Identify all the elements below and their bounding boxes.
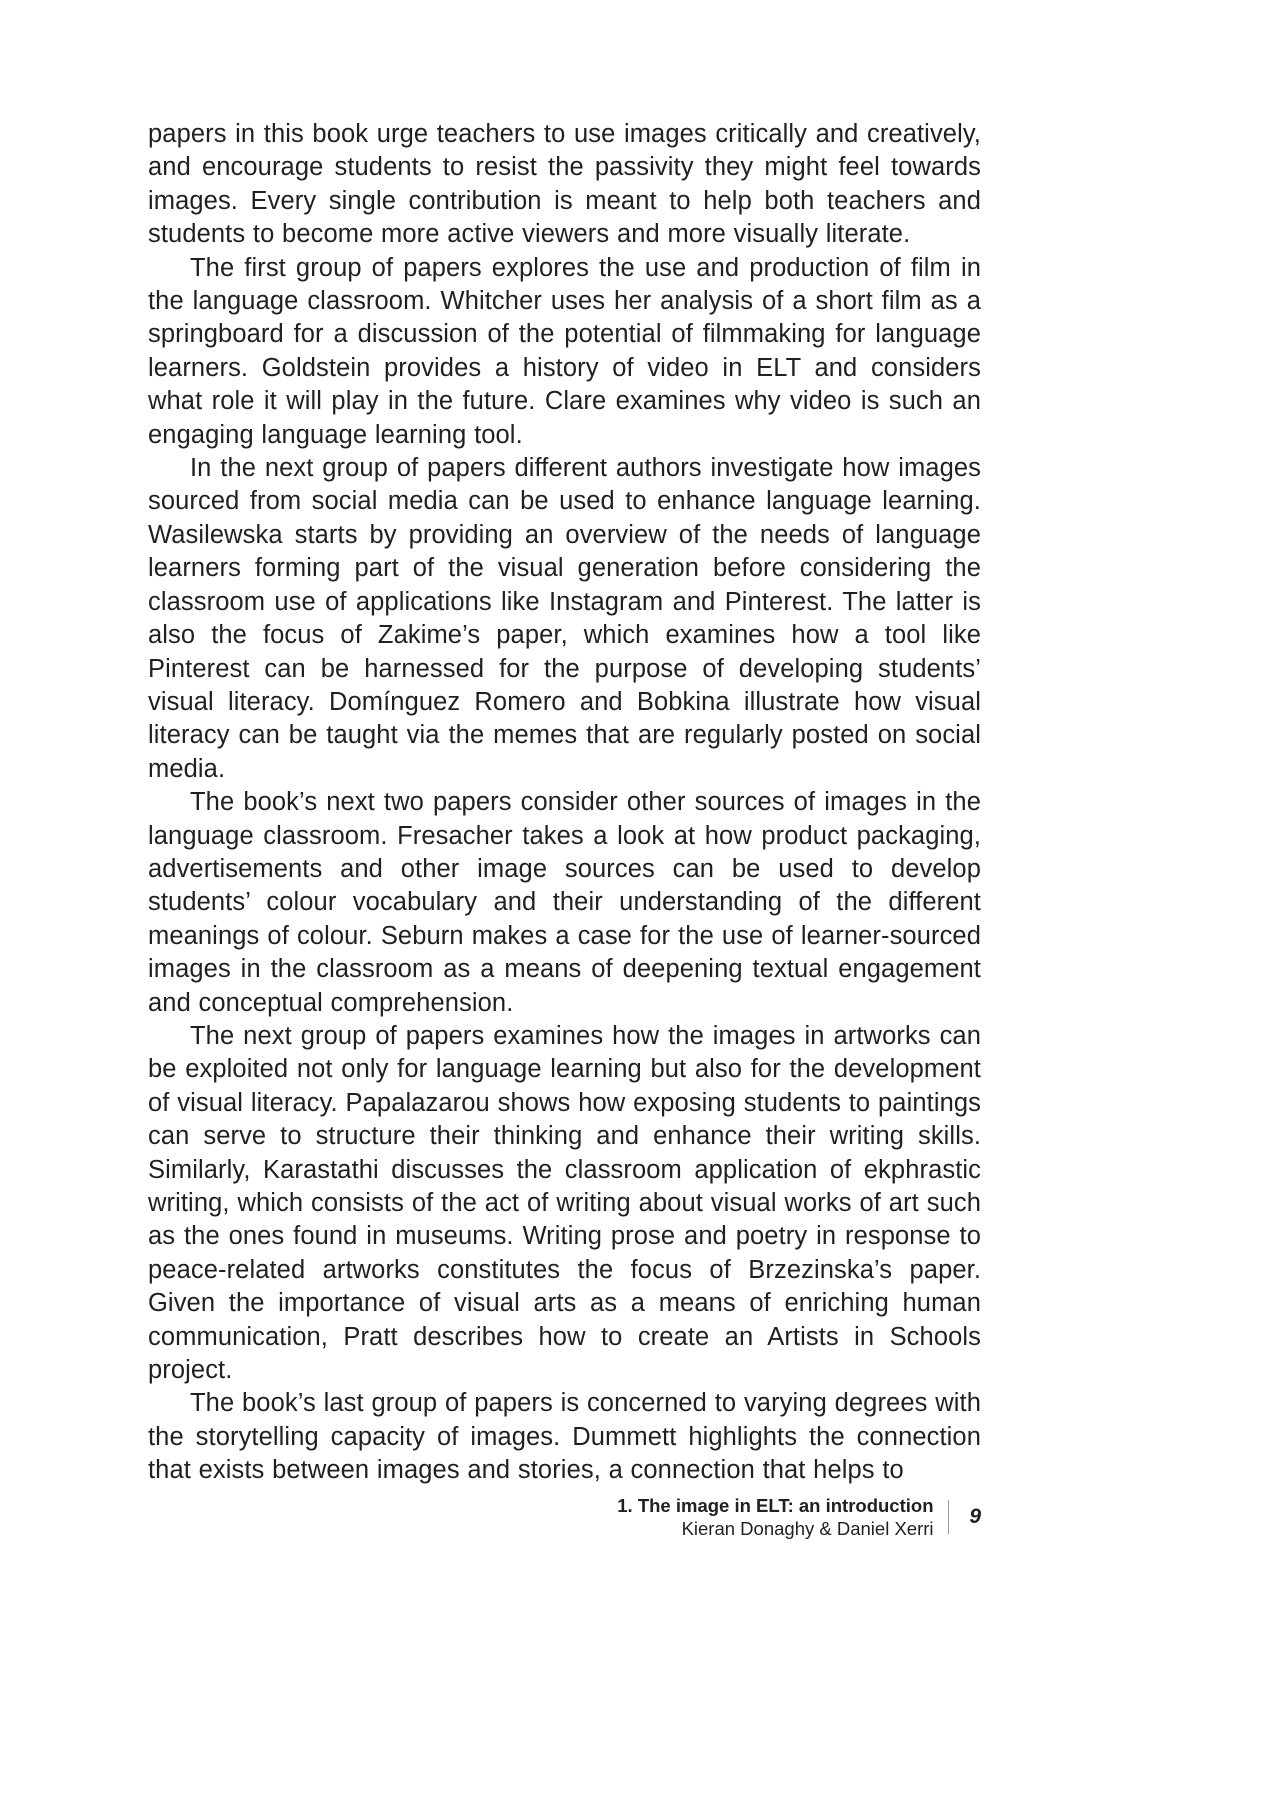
text-block [148, 118, 981, 1488]
paragraph: papers in this book urge teachers to use images critically and creatively, and encourage students to resist the passivity they might feel towards images. Every single contribution is meant to help both teachers and students to become more active viewers and more visually literate. [148, 120, 981, 249]
page-footer [617, 1494, 981, 1540]
paragraph: In the next group of papers different authors investigate how images sourced from social media can be used to enhance language learning. Wasilewska starts by providing an overview of the needs of language learners forming part of the visual generation before considering the classroom use of applications like Instagram and Pinterest. The latter is also the focus of Zakime’s paper, which examines how a tool like Pinterest can be harnessed for the purpose of developing students’ visual literacy. Domínguez Romero and Bobkina illustrate how visual literacy can be taught via the memes that are regularly posted on social media. [148, 454, 981, 783]
footer-divider [948, 1500, 950, 1534]
footer-authors: Kieran Donaghy & Daniel Xerri [681, 1518, 934, 1539]
paragraph: The next group of papers examines how the images in artworks can be exploited not only for language learning but also for the development of visual literacy. Papalazarou shows how exposing students to paintings can serve to structure their thinking and enhance their writing skills. Similarly, Karastathi discusses the classroom application of ekphrastic writing, which consists of the act of writing about visual works of art such as the ones found in museums. Writing prose and poetry in response to peace-related artworks constitutes the focus of Brzezinska’s paper. Given the importance of visual arts as a means of enriching human communication, Pratt describes how to create an Artists in Schools project. [148, 1021, 981, 1385]
footer-text [617, 1494, 933, 1540]
paragraph: The first group of papers explores the use and production of film in the language classroom. Whitcher uses her analysis of a short film as a springboard for a discussion of the potential of filmmaking for language learners. Goldstein provides a history of video in ELT and considers what role it will play in the future. Clare examines why video is such an engaging language learning tool. [148, 253, 981, 449]
page-number: 9 [969, 1505, 981, 1528]
footer-chapter-title: 1. The image in ELT: an introduction [617, 1495, 934, 1516]
paragraph: The book’s next two papers consider other sources of images in the language classroom. Fresacher takes a look at how product packaging, advertisements and other image sources can be used to develop students’ colour vocabulary and their understanding of the different meanings of colour. Seburn makes a case for the use of learner-sourced images in the classroom as a means of deepening textual engagement and conceptual comprehension. [148, 788, 981, 1017]
paragraph: The book’s last group of papers is concerned to varying degrees with the storytelling capacity of images. Dummett highlights the connection that exists between images and stories, a connection that helps to [148, 1389, 981, 1485]
